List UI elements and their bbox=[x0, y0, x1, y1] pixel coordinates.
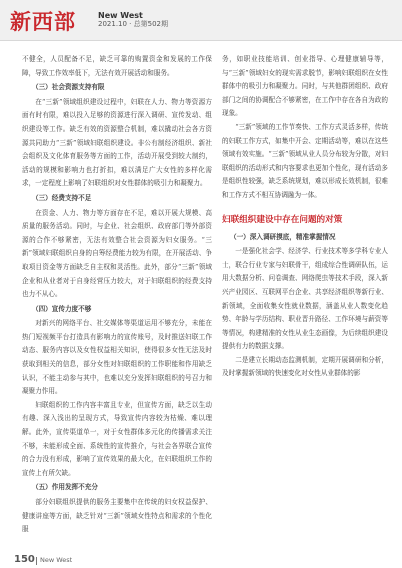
footer-divider bbox=[36, 557, 37, 565]
magazine-logo-english bbox=[98, 11, 168, 29]
paragraph: 对新兴的网络平台、社交媒体等渠道运用不够充分，未能在热门短视频平台打造具有影响力的宣传账号，及时推送妇联工作动态、服务内容以及女性权益相关知识，使得很多女性无法及时获取到相关的信息，部分女性对妇联组织的工作职能和作用缺乏认识，不能主动参与其中，也难以充分发挥妇联组织的号召力和凝聚力作用。 bbox=[22, 319, 212, 396]
paragraph: 务，如职业技能培训、创业指导、心理健康辅导等，与“三新”领域妇女的现实需求脱节，影响妇联组织在女性群体中的吸引力和凝聚力。同时，与其他群团组织、政府部门之间的协调配合不够紧密，在工作中存在各自为政的现象。 bbox=[222, 55, 388, 118]
subheading: （一）深入调研摸底，精准掌握情况 bbox=[230, 232, 336, 241]
subheading: （三）经费支持不足 bbox=[32, 193, 92, 202]
paragraph: 在“三新”领域组织建设过程中，妇联在人力、物力等资源方面有时有限，难以投入足够的资源进行深入调研、宣传发动、组织建设等工作。缺乏有效的资源整合机制，难以撬动社会各方资源共同助力“三新”领域妇联组织建设。非公有制经济组织、新社会组织及文化体育服务等方面的工作，活动开展受到较大制约，活动的规模和影响力也打折扣，难以满足广大女性的多样化需求，一定程度上影响了妇联组织对女性群体的吸引力和凝聚力。 bbox=[22, 97, 212, 188]
paragraph: 在资金、人力、物力等方面存在不足，难以开展大规模、高质量的服务活动。同时，与企业、社会组织、政府部门等外部资源的合作不够紧密，无法有效整合社会资源为妇女服务。“三新”领域妇联组织自身的自筹经费能力较为有限，在开展活动、争取项目资金等方面缺乏自主权和灵活性。此外，部分“三新”领域企业和从业者对于自身经营压力较大，对于妇联组织的经费支持也力不从心。 bbox=[22, 208, 212, 299]
logo-english-title: New West bbox=[98, 11, 143, 20]
footer-brand: New West bbox=[40, 556, 73, 564]
page-header bbox=[0, 0, 402, 40]
paragraph: “三新”领域的工作节奏快、工作方式灵活多样，传统的妇联工作方式，如集中开会、定期活动等，难以在这些领域有效实施。“三新”领域从业人员分布较为分散，对妇联组织的活动形式和内容要求也更加个性化，现有活动多是组织性较强，缺乏系统规划，难以形成长效机制，很难和工作方式不相互协调融为一体。 bbox=[222, 122, 388, 199]
paragraph: 二是建立长期动态监测机制，定期开展调研和分析，及时掌握新领域的快速变化对女性从业群体的影 bbox=[222, 355, 388, 378]
logo-issue-info: 2021.10 · 总第502期 bbox=[98, 20, 168, 28]
page-footer bbox=[0, 554, 402, 568]
paragraph: 一是强化社会学、经济学、行业技术等多学科专业人士，联合行业专家与妇联骨干，组成综合性调研队伍，运用大数据分析、问卷调查、网络爬虫等技术手段，深入新兴产业园区、互联网平台企业、共享经济组织等新行业、新领域，全面收集女性就业数据，涵盖从业人数变化趋势、年龄与学历结构、职业晋升路径、工作环境与薪资等等情况，构建精准的女性从业生态画像，为后续组织建设提供有力的数据支撑。 bbox=[222, 247, 388, 351]
page-number: 150 bbox=[14, 554, 35, 565]
header-divider bbox=[0, 40, 402, 41]
section-title: 妇联组织建设中存在问题的对策 bbox=[222, 214, 343, 225]
magazine-logo: 新西部 bbox=[10, 9, 76, 34]
left-column bbox=[22, 53, 212, 537]
paragraph: 不健全，人员配备不足，缺乏可靠的购置资金和发展的工作保障，导致工作效率低下，无法有效开展活动和服务。 bbox=[22, 55, 212, 77]
paragraph: 部分妇联组织提供的服务主要集中在传统的妇女权益保护、健康讲座等方面，缺乏针对“三新”领域女性特点和需求的个性化服 bbox=[22, 498, 212, 534]
subheading: （五）作用发挥不充分 bbox=[32, 483, 98, 492]
right-column bbox=[222, 53, 388, 381]
subheading: （三）社会资源支持有限 bbox=[32, 83, 105, 92]
paragraph: 妇联组织的工作内容丰富且专业，但宣传方面，缺乏以生动有趣、深入浅出的呈现方式，导致宣传内容较为枯燥、难以理解。此外，宣传渠道单一，对于女性群体多元化的传播需求关注不够，未能形成全面、系统性的宣传推介，与社会各界联合宣传的合力没有形成，影响了宣传效果的最大化，在妇联组织工作的宣传上有所欠缺。 bbox=[22, 400, 212, 477]
subheading: （四）宣传力度不够 bbox=[32, 304, 92, 313]
